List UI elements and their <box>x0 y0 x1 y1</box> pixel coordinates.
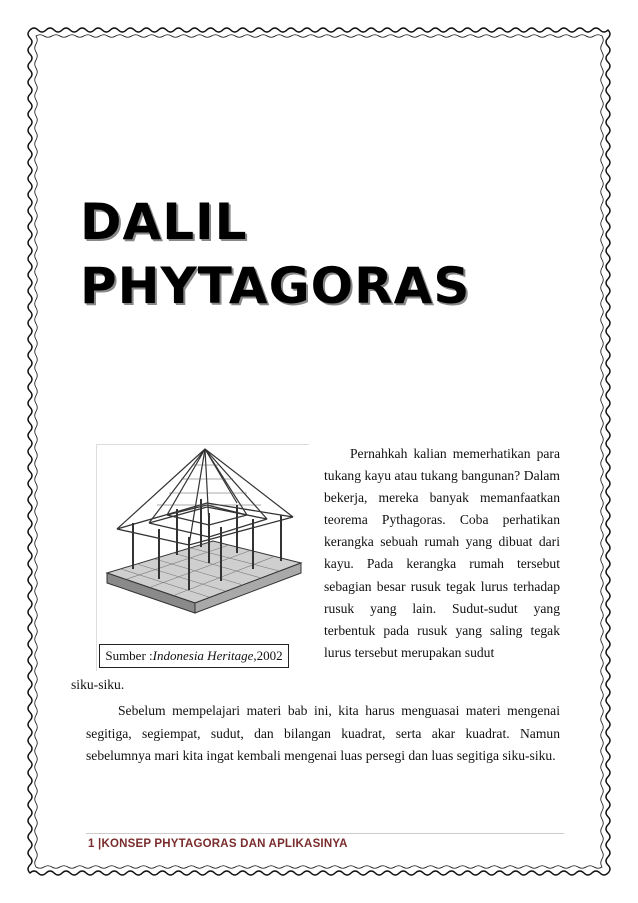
intro-paragraph <box>324 443 560 664</box>
footer-divider <box>86 833 564 834</box>
caption-prefix: Sumber : <box>105 648 153 663</box>
caption-year: ,2002 <box>253 648 283 663</box>
house-frame-figure <box>96 444 309 671</box>
title-line-2: PHYTAGORAS <box>80 257 471 315</box>
intro-side-text: Pernahkah kalian memerhatikan para tukang kayu atau tukang bangunan? Dalam bekerja, mereka banyak memanfaatkan teorema Pythagoras. Coba perhatikan kerangka sebuah rumah yang dibuat dari kayu. Pada kerangka rumah tersebut sebagian besar rusuk tegak lurus terhadap rusuk yang lain. Sudut-sudut yang terbentuk pada rusuk yang saling tegak lurus tersebut merupakan sudut <box>324 446 560 660</box>
page-number: 1 <box>88 838 95 850</box>
house-frame-illustration <box>97 445 309 645</box>
second-paragraph-text: Sebelum mempelajari materi bab ini, kita harus menguasai materi mengenai segitiga, segiempat, sudut, dan bilangan kuadrat, serta akar kuadrat. Namun sebelumnya mari kita ingat kembali mengenai luas persegi dan luas segitiga siku-siku. <box>86 703 560 764</box>
footer-separator: | <box>94 838 102 850</box>
title-line-1: DALIL <box>80 193 248 251</box>
page-title <box>80 190 470 318</box>
figure-caption <box>99 644 289 668</box>
footer-chapter: KONSEP PHYTAGORAS DAN APLIKASINYA <box>101 838 348 850</box>
intro-continuation: siku-siku. <box>71 677 125 692</box>
caption-source: Indonesia Heritage <box>152 648 254 663</box>
page-footer <box>88 838 348 850</box>
second-paragraph <box>86 700 560 768</box>
